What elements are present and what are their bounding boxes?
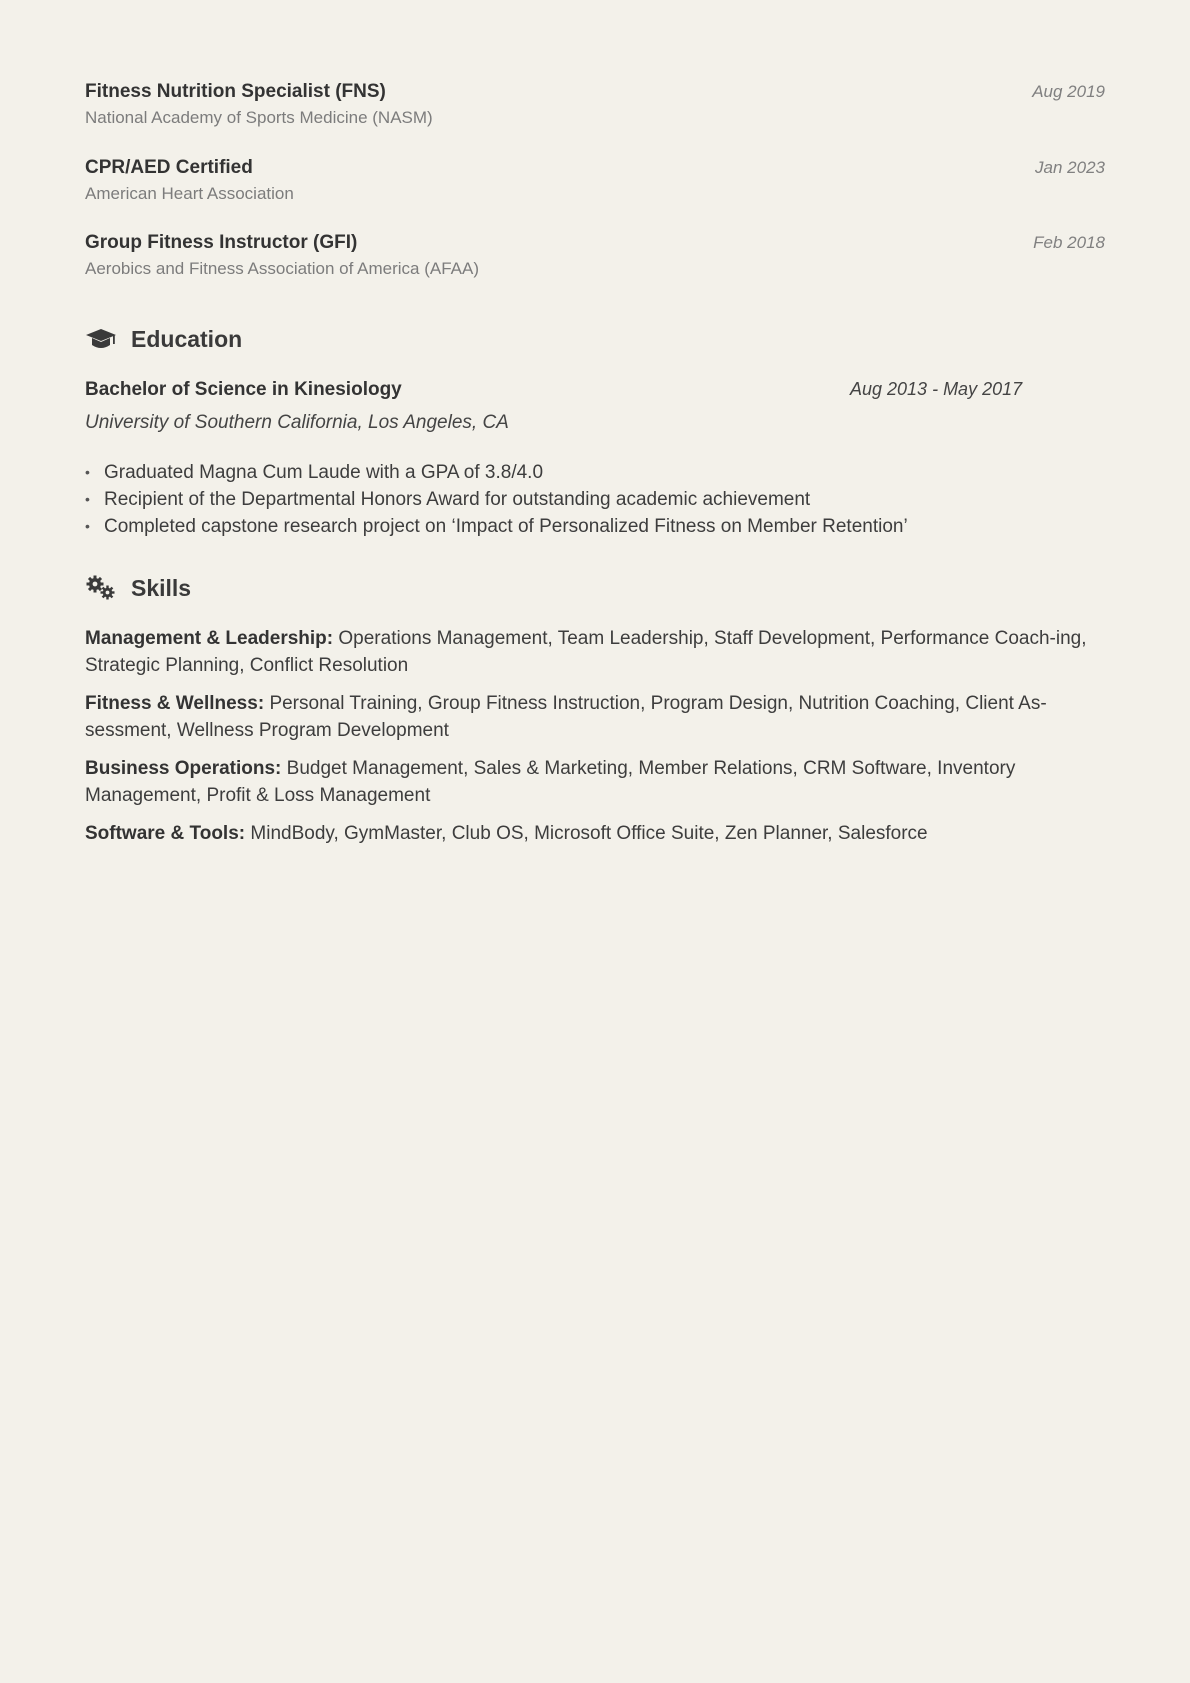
graduation-cap-icon	[85, 325, 117, 353]
certification-date: Feb 2018	[1033, 233, 1105, 252]
section-title: Skills	[131, 574, 192, 601]
certification-entry	[85, 157, 1105, 213]
degree-title: Bachelor of Science in Kinesiology	[85, 379, 402, 400]
skill-values: Personal Training, Group Fitness Instruction, Program Design, Nutrition Coaching, Client As-sessment, Wellness Program Development	[85, 693, 1047, 741]
school-name: University of Southern California, Los Angeles, CA	[85, 412, 509, 433]
list-item: • Graduated Magna Cum Laude with a GPA of 3.8/4.0	[104, 459, 908, 486]
skill-values: Budget Management, Sales & Marketing, Member Relations, CRM Software, Inventory Management, Profit & Loss Management	[85, 758, 1016, 806]
education-section-header	[85, 323, 242, 355]
certification-name: CPR/AED Certified	[85, 157, 253, 178]
certification-org: American Heart Association	[85, 184, 294, 203]
gears-icon	[85, 574, 117, 602]
certification-date: Aug 2019	[1032, 82, 1105, 101]
certification-org: Aerobics and Fitness Association of America (AFAA)	[85, 259, 480, 278]
list-item: • Completed capstone research project on ‘Impact of Personalized Fitness on Member Retention’	[104, 513, 908, 540]
education-highlights	[85, 459, 908, 540]
skill-values: Operations Management, Team Leadership, Staff Development, Performance Coach-ing, Strategic Planning, Conflict Resolution	[85, 628, 1087, 676]
education-dates: Aug 2013 - May 2017	[850, 379, 1023, 399]
certification-entry	[85, 232, 1105, 288]
certification-entry	[85, 81, 1105, 137]
skill-values: MindBody, GymMaster, Club OS, Microsoft Office Suite, Zen Planner, Salesforce	[250, 823, 928, 844]
certification-date: Jan 2023	[1035, 158, 1105, 177]
skill-group	[85, 755, 1105, 809]
skill-group	[85, 820, 1105, 847]
certification-name: Fitness Nutrition Specialist (FNS)	[85, 81, 386, 102]
certification-org: National Academy of Sports Medicine (NASM)	[85, 108, 433, 127]
list-item: • Recipient of the Departmental Honors Award for outstanding academic achievement	[104, 486, 908, 513]
skills-section-header	[85, 572, 191, 604]
skill-label: Fitness & Wellness:	[85, 693, 265, 714]
skill-label: Management & Leadership:	[85, 628, 334, 649]
skill-group	[85, 625, 1105, 679]
section-title: Education	[131, 325, 243, 352]
skill-label: Software & Tools:	[85, 823, 246, 844]
skill-label: Business Operations:	[85, 758, 282, 779]
certification-name: Group Fitness Instructor (GFI)	[85, 232, 358, 253]
skill-group	[85, 690, 1105, 744]
